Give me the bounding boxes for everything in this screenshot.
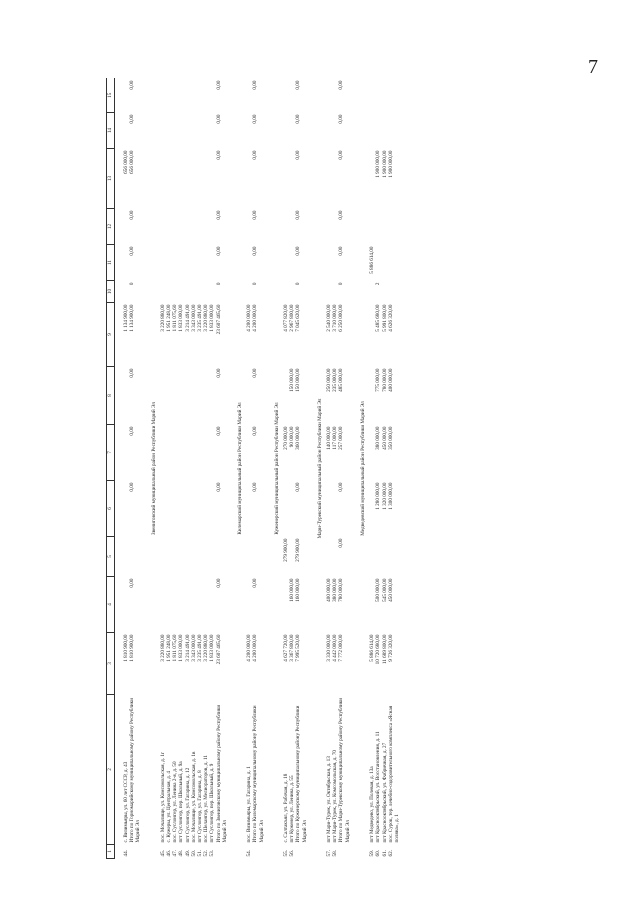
amount-cell: 3 343 000,00: [190, 304, 197, 332]
amount-cell: 1 134 900,00: [123, 304, 129, 332]
amount-cell: 10 720 680,00: [375, 634, 382, 665]
amount-cell: 2 540 000,00: [326, 304, 333, 332]
total-label: Итого по Звениговскому муниципальному району Республики Марий Эл: [215, 704, 228, 843]
row-number: 56.: [289, 850, 296, 857]
amount-cell: 0,00: [215, 150, 222, 160]
amount-cell: 1 833 000,00: [178, 634, 185, 662]
amount-cell: 0: [215, 282, 222, 286]
amount-cell: 0,00: [252, 114, 259, 124]
amount-cell: 3 330 000,00: [326, 634, 333, 662]
amount-cell: 4 200 000,00: [252, 634, 259, 662]
amount-cell: 380 000,00: [332, 578, 339, 602]
amount-cell: 360 000,00: [295, 426, 302, 450]
column-number: 2: [107, 695, 115, 845]
row-number: 44.: [123, 850, 129, 857]
total-label: Итого по Куженерскому муниципальному району Республики Марий Эл: [295, 705, 308, 843]
amount-cell: 270 000,00: [283, 426, 290, 450]
row-number: 52.: [203, 850, 210, 857]
amount-cell: 150 000,00: [295, 368, 302, 392]
column-number: 4: [107, 577, 115, 633]
amount-cell: 0,00: [338, 246, 345, 256]
building-address: с. Визимьяры, ул. 60 лет СССР, д. 43: [123, 761, 129, 843]
building-address: пос. Шелангер, ул. Мелиораторов, д. 11: [203, 754, 210, 843]
spacer: [115, 79, 124, 859]
amount-cell: 250 000,00: [326, 368, 333, 392]
amount-cell: 0,00: [252, 150, 259, 160]
amount-cell: 279 900,00: [295, 538, 302, 562]
column-number: 13: [107, 149, 115, 209]
column-number: 14: [107, 113, 115, 149]
column-number: 6: [107, 481, 115, 537]
row-number: 51.: [197, 850, 204, 857]
table-body: [107, 79, 401, 859]
amount-cell: 0,00: [215, 246, 222, 256]
building-address: пгт Краснооктябрьский, ул. Фабричная, д. 27: [381, 742, 388, 843]
district-heading: Мари-Турекский муниципальный район Республики Марий Эл: [316, 398, 323, 539]
amount-cell: 5 886 614,00: [369, 634, 376, 662]
amount-cell: [129, 537, 145, 577]
amount-cell: 0,00: [338, 538, 345, 548]
district-heading: Куженерский муниципальный район Республики Марий Эл: [273, 402, 280, 535]
building-address: пгт Суслонгер, пер. Школьный, д. 9: [209, 763, 216, 843]
total-label: Итого по Килемарскому муниципальному району Республики Марий Эл: [252, 705, 265, 843]
amount-cell: 7 045 620,00: [295, 304, 302, 332]
column-number-row: [107, 79, 115, 859]
amount-cell: 0,00: [252, 482, 259, 492]
amount-cell: [388, 537, 400, 577]
building-row: [388, 79, 400, 859]
building-address: пгт Куженер, ул. Ленина, д. 55: [289, 775, 296, 843]
amount-cell: 1 900 000,00: [381, 150, 388, 178]
amount-cell: 235 000,00: [332, 368, 339, 392]
amount-cell: 0,00: [295, 210, 302, 220]
amount-cell: 0,00: [215, 368, 222, 378]
amount-cell: 5 886 614,00: [369, 246, 376, 274]
district-total-row: [338, 79, 354, 859]
column-number: 11: [107, 245, 115, 281]
amount-cell: 0: [295, 282, 302, 286]
building-address: пгт Суслонгер, ул. Гагарина, д. 12: [184, 767, 191, 843]
row-number: 59.: [369, 850, 376, 857]
amount-cell: 0,00: [129, 210, 136, 220]
amount-cell: 0,00: [252, 210, 259, 220]
amount-cell: 0,00: [338, 114, 345, 124]
building-address: пгт Мари-Турек, ул. Комсомольская, д. 70: [332, 749, 339, 843]
amount-cell: 0,00: [215, 578, 222, 588]
amount-cell: 0,00: [252, 368, 259, 378]
row-number: 60.: [375, 850, 382, 857]
amount-cell: 500 000,00: [375, 578, 382, 602]
row-number: 61.: [381, 850, 388, 857]
column-number: 9: [107, 303, 115, 367]
amount-cell: 2 967 800,00: [289, 304, 296, 332]
amount-cell: 1 811 075,60: [172, 304, 179, 332]
building-address: пос. Мочалище, ул. Комсомольская, д. 1в: [190, 751, 197, 843]
amount-cell: 1 320 000,00: [381, 482, 388, 510]
amount-cell: [388, 79, 400, 113]
row-number: [129, 845, 145, 859]
amount-cell: 545 000,00: [381, 578, 388, 602]
building-address: с. Кужеры, ул. Центральная, д. 4: [166, 771, 173, 843]
amount-cell: 1 280 000,00: [375, 482, 382, 510]
column-number: 8: [107, 367, 115, 425]
amount-cell: 4 077 820,00: [283, 304, 290, 332]
amount-cell: 656 000,00: [123, 150, 129, 174]
amount-cell: 3 220 880,00: [159, 634, 166, 662]
amount-cell: 4 627 720,00: [283, 634, 290, 662]
amount-cell: 0,00: [338, 210, 345, 220]
building-address: пгт Мари-Турек, ул. Октябрьская, д. 13: [326, 756, 333, 843]
amount-cell: 0,00: [215, 482, 222, 492]
amount-cell: 0,00: [295, 482, 302, 492]
row-number: [216, 845, 232, 859]
row-number: 46.: [166, 850, 173, 857]
amount-cell: 0,00: [129, 578, 136, 588]
row-number: 53.: [209, 850, 216, 857]
building-address: пос. Сурок, тер. лечебно-оздоровительного комплекса «Ясная поляна», д. 1: [387, 705, 400, 843]
amount-cell: 0,00: [129, 114, 136, 124]
amount-cell: 780 000,00: [338, 578, 345, 602]
amount-cell: 160 000,00: [295, 578, 302, 602]
amount-cell: 11 689 800,00: [381, 634, 388, 665]
amount-cell: 0,00: [129, 246, 136, 256]
amount-cell: 1 810 900,00: [123, 634, 129, 662]
amount-cell: 1 900 000,00: [375, 150, 382, 178]
amount-cell: 1 951 248,00: [166, 304, 173, 332]
building-address: пгт Суслонгер, ул. Гагарина, д. 8: [197, 770, 204, 843]
district-heading: Медведевский муниципальный район Республики Марий Эл: [359, 401, 366, 536]
district-heading: Звениговский муниципальный район Республики Марий Эл: [150, 402, 157, 535]
column-number: 15: [107, 79, 115, 113]
amount-cell: 4 200 000,00: [246, 634, 253, 662]
district-heading-row: [146, 79, 160, 859]
row-number: 54.: [246, 850, 253, 857]
amount-cell: 0: [129, 282, 136, 286]
amount-cell: 1 300 000,00: [387, 482, 394, 510]
column-number: 1: [107, 845, 115, 859]
amount-cell: [252, 537, 268, 577]
column-number: 5: [107, 537, 115, 577]
amount-cell: 0,00: [295, 246, 302, 256]
building-address: пгт Суслонгер, пер. Школьный, д. 9а: [178, 761, 185, 843]
amount-cell: 5 485 680,00: [375, 304, 382, 332]
amount-cell: 4 626 320,00: [387, 304, 394, 332]
amount-cell: 4 200 000,00: [246, 304, 253, 332]
district-heading-row: [269, 79, 283, 859]
amount-cell: 0,00: [338, 150, 345, 160]
amount-cell: 23 607 465,60: [215, 634, 222, 665]
amount-cell: 3 235 491,00: [197, 304, 204, 332]
amount-cell: 1 900 000,00: [387, 150, 394, 178]
row-number: 48.: [178, 850, 185, 857]
row-number: 49.: [184, 850, 191, 857]
amount-cell: 3 214 491,00: [184, 634, 191, 662]
amount-cell: 0,00: [129, 482, 136, 492]
amount-cell: 0,00: [215, 114, 222, 124]
amount-cell: 0: [252, 282, 259, 286]
district-heading-row: [355, 79, 369, 859]
amount-cell: [388, 245, 400, 281]
row-number: [295, 845, 311, 859]
amount-cell: 3 710 000,00: [332, 304, 339, 332]
amount-cell: 160 000,00: [289, 578, 296, 602]
district-total-row: [295, 79, 311, 859]
amount-cell: 3 220 880,00: [203, 304, 210, 332]
row-number: 58.: [332, 850, 339, 857]
amount-cell: 380 000,00: [375, 426, 382, 450]
row-number: [252, 845, 268, 859]
amount-cell: 9 726 320,00: [387, 634, 394, 662]
total-label: Итого по Мари-Турекскому муниципальному району Республики Марий Эл: [338, 697, 351, 843]
amount-cell: 1 810 900,00: [129, 634, 136, 662]
district-heading-row: [312, 79, 326, 859]
amount-cell: 775 000,00: [375, 368, 382, 392]
amount-cell: 1 833 000,00: [209, 304, 216, 332]
total-label: Итого по Горномарийскому муниципальному району Республики Марий Эл: [129, 698, 142, 843]
district-total-row: [129, 79, 145, 859]
amount-cell: 0,00: [252, 80, 259, 90]
amount-cell: 3 343 000,00: [190, 634, 197, 662]
amount-cell: 0,00: [215, 80, 222, 90]
amount-cell: 656 000,00: [129, 150, 136, 174]
building-address: пгт Медведево, ул. Полевая, д. 13а: [369, 766, 376, 843]
amount-cell: [388, 209, 400, 245]
amount-cell: 3 220 880,00: [203, 634, 210, 662]
building-address: пгт Краснооктябрьский, ул. Восстановления, д. 11: [375, 731, 382, 843]
district-total-row: [252, 79, 268, 859]
amount-cell: 3 235 491,00: [197, 634, 204, 662]
amount-cell: 117 000,00: [332, 426, 339, 450]
column-number: 3: [107, 633, 115, 695]
amount-cell: [388, 281, 400, 303]
amount-cell: 0,00: [215, 426, 222, 436]
amount-cell: [388, 113, 400, 149]
column-number: 12: [107, 209, 115, 245]
row-number: [338, 845, 354, 859]
spacer-row: [115, 79, 124, 859]
amount-cell: 4 200 000,00: [252, 304, 259, 332]
amount-cell: 0: [338, 282, 345, 286]
amount-cell: 0,00: [252, 246, 259, 256]
amount-cell: 6 250 000,00: [338, 304, 345, 332]
amount-cell: 1 134 900,00: [129, 304, 136, 332]
row-number: 55.: [283, 850, 290, 857]
amount-cell: 0,00: [129, 368, 136, 378]
amount-cell: [216, 537, 232, 577]
amount-cell: 2: [375, 282, 382, 286]
amount-cell: 140 000,00: [326, 426, 333, 450]
amount-cell: 0,00: [295, 150, 302, 160]
amount-cell: 4 442 000,00: [332, 634, 339, 662]
district-heading: Килемарский муниципальный район Республики Марий Эл: [237, 402, 244, 535]
column-number: 7: [107, 425, 115, 481]
building-address: пос. Визимьяры, ул. Гагарина, д. 1: [246, 766, 253, 843]
amount-cell: 400 000,00: [326, 578, 333, 602]
building-address: с. Салтакъял, ул. Рабочая, д. 18: [283, 773, 290, 843]
amount-cell: 0,00: [129, 426, 136, 436]
amount-cell: 1 833 000,00: [209, 634, 216, 662]
amount-cell: 279 900,00: [283, 538, 290, 562]
row-number: 50.: [190, 850, 197, 857]
amount-cell: 1 951 248,00: [166, 634, 173, 662]
rotated-table-block: [106, 79, 536, 859]
amount-cell: 1 833 000,00: [178, 304, 185, 332]
amount-cell: 0,00: [295, 114, 302, 124]
row-number: 62.: [387, 850, 394, 857]
page-number: 7: [588, 56, 598, 78]
amount-cell: 780 000,00: [381, 368, 388, 392]
amount-cell: 0,00: [252, 578, 259, 588]
building-address: пос. Суслонгер, ул. Ленина 2-я, д. 50: [172, 761, 179, 843]
amount-cell: 450 000,00: [387, 578, 394, 602]
amount-cell: 150 000,00: [289, 368, 296, 392]
amount-cell: 0,00: [215, 210, 222, 220]
amount-cell: 3 367 800,00: [289, 634, 296, 662]
amount-cell: 485 000,00: [338, 368, 345, 392]
amount-cell: 7 995 520,00: [295, 634, 302, 662]
district-heading-row: [232, 79, 246, 859]
row-number: 47.: [172, 850, 179, 857]
amount-cell: 0,00: [129, 80, 136, 90]
amount-cell: 90 000,00: [289, 426, 296, 448]
register-table: [106, 79, 400, 860]
district-total-row: [216, 79, 232, 859]
amount-cell: 0,00: [295, 80, 302, 90]
amount-cell: 7 772 000,00: [338, 634, 345, 662]
amount-cell: 23 607 465,60: [215, 304, 222, 335]
amount-cell: 0,00: [338, 80, 345, 90]
amount-cell: 0,00: [338, 482, 345, 492]
amount-cell: 400 000,00: [387, 368, 394, 392]
row-number: 57.: [326, 850, 333, 857]
row-number: 45.: [159, 850, 166, 857]
column-number: 10: [107, 281, 115, 303]
amount-cell: 350 000,00: [387, 426, 394, 450]
amount-cell: 0,00: [252, 426, 259, 436]
amount-cell: 3 214 491,00: [184, 304, 191, 332]
amount-cell: 3 220 880,00: [159, 304, 166, 332]
amount-cell: 5 991 800,00: [381, 304, 388, 332]
building-address: пос. Мочалище, ул. Комсомольская, д. 1г: [159, 751, 166, 843]
amount-cell: 257 000,00: [338, 426, 345, 450]
amount-cell: 1 811 075,60: [172, 634, 179, 662]
amount-cell: 450 000,00: [381, 426, 388, 450]
